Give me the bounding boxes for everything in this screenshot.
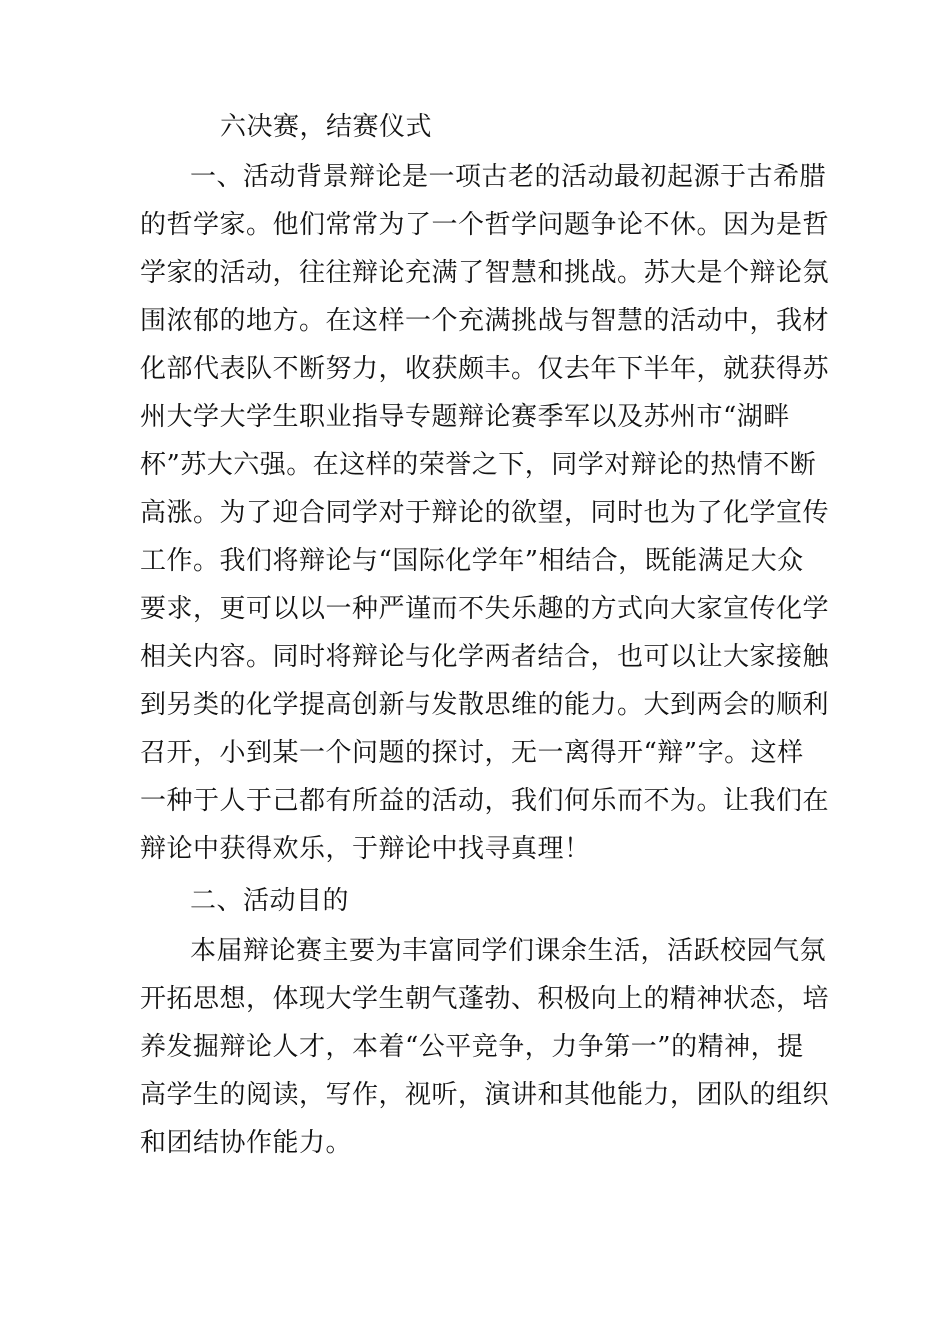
paragraph-line: 化部代表队不断努力，收获颇丰。仅去年下半年，就获得苏	[140, 354, 830, 384]
paragraph-line: 要求，更可以以一种严谨而不失乐趣的方式向大家宣传化学	[140, 594, 830, 624]
paragraph-line: 州大学大学生职业指导专题辩论赛季军以及苏州市“湖畔	[140, 402, 790, 432]
paragraph-line: 辩论中获得欢乐，于辩论中找寻真理！	[140, 834, 591, 864]
paragraph-line: 一种于人于己都有所益的活动，我们何乐而不为。让我们在	[140, 786, 830, 816]
paragraph-line: 高涨。为了迎合同学对于辩论的欲望，同时也为了化学宣传	[140, 498, 830, 528]
paragraph-line: 围浓郁的地方。在这样一个充满挑战与智慧的活动中，我材	[140, 306, 830, 336]
paragraph-line: 杯”苏大六强。在这样的荣誉之下，同学对辩论的热情不断	[140, 450, 817, 480]
paragraph-line: 召开，小到某一个问题的探讨，无一离得开“辩”字。这样	[140, 738, 804, 768]
paragraph-line: 和团结协作能力。	[140, 1128, 353, 1158]
paragraph-line: 的哲学家。他们常常为了一个哲学问题争论不休。因为是哲	[140, 210, 830, 240]
paragraph-line: 到另类的化学提高创新与发散思维的能力。大到两会的顺利	[140, 690, 830, 720]
paragraph-line: 学家的活动，往往辩论充满了智慧和挑战。苏大是个辩论氛	[140, 258, 830, 288]
paragraph-line: 工作。我们将辩论与“国际化学年”相结合，既能满足大众	[140, 546, 804, 576]
paragraph-line: 本届辩论赛主要为丰富同学们课余生活，活跃校园气氛	[190, 936, 827, 966]
paragraph-line: 相关内容。同时将辩论与化学两者结合，也可以让大家接触	[140, 642, 830, 672]
section-2-heading: 二、活动目的	[190, 886, 350, 916]
paragraph-line: 高学生的阅读，写作，视听，演讲和其他能力，团队的组织	[140, 1080, 830, 1110]
paragraph-line: 开拓思想，体现大学生朝气蓬勃、积极向上的精神状态，培	[140, 984, 830, 1014]
paragraph-line: 一、活动背景辩论是一项古老的活动最初起源于古希腊	[190, 162, 827, 192]
paragraph-line: 养发掘辩论人才，本着“公平竞争，力争第一”的精神，提	[140, 1032, 804, 1062]
heading-line: 六决赛，结赛仪式	[220, 112, 433, 142]
